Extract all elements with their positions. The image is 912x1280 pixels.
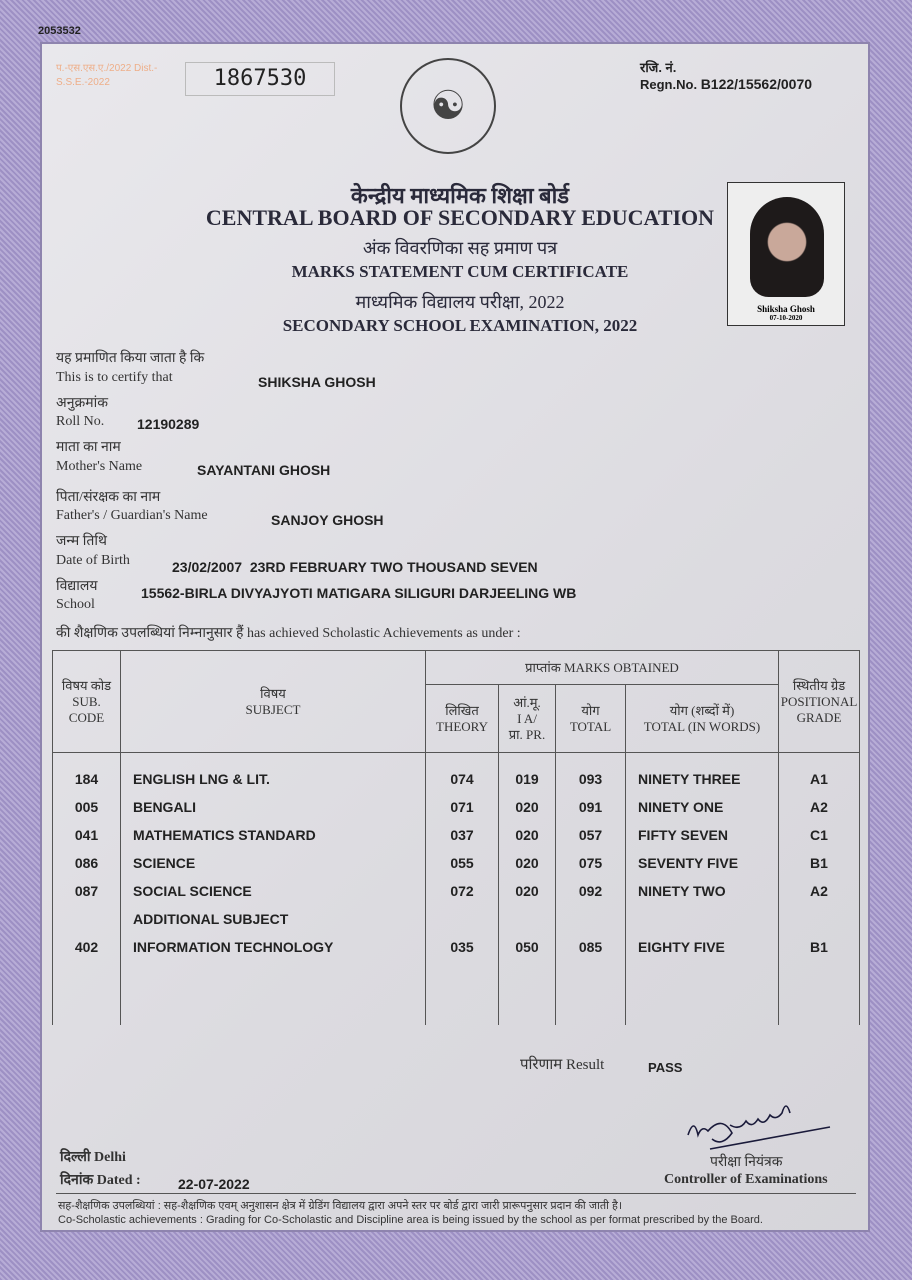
student-name: SHIKSHA GHOSH bbox=[258, 374, 376, 390]
header-theory: लिखित THEORY bbox=[426, 685, 499, 753]
school-label-hindi: विद्यालय bbox=[56, 579, 98, 594]
row-grade: A1 bbox=[810, 771, 828, 787]
col-theory bbox=[426, 753, 499, 1026]
row-total: 085 bbox=[578, 939, 603, 955]
row-code: 005 bbox=[74, 799, 99, 815]
col-ia bbox=[499, 753, 556, 1026]
serial-number: 2053532 bbox=[38, 25, 81, 37]
photo-caption: Shiksha Ghosh bbox=[757, 304, 815, 314]
document-title: MARKS STATEMENT CUM CERTIFICATE bbox=[291, 262, 629, 281]
footnote-hindi: सह-शैक्षणिक उपलब्धियां : सह-शैक्षणिक एवम् अनुशासन क्षेत्र में ग्रेडिंग विद्यालय द्वारा अपने स्तर पर बोर्ड द्वारा जारी प्रारूपनुसार प्रदान की जाती है। bbox=[58, 1200, 623, 1212]
row-code: 184 bbox=[74, 771, 99, 787]
certify-label: This is to certify that bbox=[56, 370, 173, 385]
row-ia: 019 bbox=[515, 771, 539, 787]
row-ia: 020 bbox=[515, 883, 539, 899]
row-words: NINETY ONE bbox=[638, 799, 724, 815]
dob-label-hindi: जन्म तिथि bbox=[56, 534, 107, 549]
father-label-hindi: पिता/संरक्षक का नाम bbox=[56, 490, 161, 505]
stamp-text: प.-एस.एस.ए./2022 Dist.- S.S.E.-2022 bbox=[56, 63, 158, 88]
row-words: NINETY THREE bbox=[638, 771, 741, 787]
col-words bbox=[626, 753, 779, 1026]
row-words: FIFTY SEVEN bbox=[638, 827, 728, 843]
roll-label: Roll No. bbox=[56, 414, 105, 429]
row-grade: B1 bbox=[810, 855, 828, 871]
father-name: SANJOY GHOSH bbox=[271, 512, 384, 528]
board-name: CENTRAL BOARD OF SECONDARY EDUCATION bbox=[205, 205, 715, 230]
row-theory: 035 bbox=[450, 939, 474, 955]
row-subject: MATHEMATICS STANDARD bbox=[133, 827, 316, 843]
row-ia: 050 bbox=[515, 939, 539, 955]
photo-portrait bbox=[750, 197, 824, 297]
row-ia: 020 bbox=[515, 855, 539, 871]
row-subject: BENGALI bbox=[133, 799, 196, 815]
additional-subject-label: ADDITIONAL SUBJECT bbox=[133, 911, 289, 927]
student-photo bbox=[727, 182, 845, 326]
row-code: 041 bbox=[74, 827, 99, 843]
header-total-words: योग (शब्दों में) TOTAL (IN WORDS) bbox=[626, 685, 779, 753]
board-name-hindi: केन्द्रीय माध्यमिक शिक्षा बोर्ड bbox=[350, 183, 570, 208]
header-marks-obtained: प्राप्तांक MARKS OBTAINED bbox=[426, 651, 779, 685]
row-theory: 074 bbox=[450, 771, 474, 787]
controller-title: Controller of Examinations bbox=[664, 1172, 828, 1187]
row-code: 086 bbox=[74, 855, 99, 871]
row-theory: 055 bbox=[450, 855, 474, 871]
header-total: योग TOTAL bbox=[556, 685, 626, 753]
dob-label: Date of Birth bbox=[56, 553, 130, 568]
row-total: 057 bbox=[578, 827, 603, 843]
row-subject: ENGLISH LNG & LIT. bbox=[133, 771, 270, 787]
mother-label-hindi: माता का नाम bbox=[56, 440, 121, 455]
row-subject: SOCIAL SCIENCE bbox=[133, 883, 252, 899]
row-theory: 037 bbox=[450, 827, 474, 843]
row-grade: B1 bbox=[810, 939, 828, 955]
father-label: Father's / Guardian's Name bbox=[56, 508, 208, 523]
col-codes bbox=[53, 753, 121, 1026]
row-ia: 020 bbox=[515, 799, 539, 815]
row-words: SEVENTY FIVE bbox=[638, 855, 739, 871]
row-words: NINETY TWO bbox=[638, 883, 726, 899]
row-grade: A2 bbox=[810, 883, 828, 899]
dated-value: 22-07-2022 bbox=[178, 1176, 250, 1192]
certificate-number: 1867530 bbox=[185, 62, 335, 96]
header-ia-pr: आं.मू. I A/ प्रा. PR. bbox=[499, 685, 556, 753]
header-grade: स्थितीय ग्रेड POSITIONAL GRADE bbox=[779, 651, 860, 753]
row-code: 087 bbox=[74, 883, 99, 899]
controller-signature bbox=[680, 1105, 840, 1155]
regn-hindi: रजि. नं. bbox=[640, 60, 677, 75]
row-total: 075 bbox=[578, 855, 603, 871]
mother-name: SAYANTANI GHOSH bbox=[197, 462, 331, 478]
row-subject: SCIENCE bbox=[133, 855, 196, 871]
col-grade bbox=[779, 753, 860, 1026]
row-total: 092 bbox=[578, 883, 603, 899]
row-words: EIGHTY FIVE bbox=[638, 939, 725, 955]
certify-label-hindi: यह प्रमाणित किया जाता है कि bbox=[56, 351, 205, 366]
achievements-intro: की शैक्षणिक उपलब्धियां निम्नानुसार हैं has achieved Scholastic Achievements as under : bbox=[56, 626, 521, 641]
school-name: 15562-BIRLA DIVYAJYOTI MATIGARA SILIGURI DARJEELING WB bbox=[141, 585, 577, 601]
col-subjects bbox=[121, 753, 426, 1026]
regn-label: Regn.No. bbox=[640, 77, 698, 92]
school-label: School bbox=[56, 597, 95, 612]
date-of-birth: 23/02/2007 23RD FEBRUARY TWO THOUSAND SEVEN bbox=[172, 559, 538, 575]
row-total: 091 bbox=[578, 799, 603, 815]
header-sub-code: विषय कोड SUB. CODE bbox=[53, 651, 121, 753]
result-value: PASS bbox=[648, 1060, 683, 1075]
row-grade: A2 bbox=[810, 799, 828, 815]
controller-title-hindi: परीक्षा नियंत्रक bbox=[710, 1155, 783, 1170]
exam-title-hindi: माध्यमिक विद्यालय परीक्षा, 2022 bbox=[355, 292, 565, 312]
result-label: परिणाम Result bbox=[520, 1057, 605, 1073]
registration-number bbox=[640, 60, 812, 93]
cbse-emblem-icon: ☯ bbox=[400, 58, 496, 154]
mother-label: Mother's Name bbox=[56, 459, 143, 474]
photo-date: 07-10-2020 bbox=[769, 314, 803, 322]
exam-title: SECONDARY SCHOOL EXAMINATION, 2022 bbox=[282, 316, 638, 335]
roll-number: 12190289 bbox=[137, 416, 200, 432]
row-theory: 072 bbox=[450, 883, 474, 899]
row-ia: 020 bbox=[515, 827, 539, 843]
row-code: 402 bbox=[74, 939, 99, 955]
row-total: 093 bbox=[578, 771, 603, 787]
place: दिल्ली Delhi bbox=[60, 1150, 126, 1165]
col-total bbox=[556, 753, 626, 1026]
row-theory: 071 bbox=[450, 799, 474, 815]
regn-value: B122/15562/0070 bbox=[700, 76, 813, 92]
document-title-hindi: अंक विवरणिका सह प्रमाण पत्र bbox=[362, 238, 558, 258]
header-subject: विषय SUBJECT bbox=[121, 651, 426, 753]
marks-table bbox=[52, 650, 860, 1025]
footnote: Co-Scholastic achievements : Grading for Co-Scholastic and Discipline area is being issued by the school as per format prescribed by the Board. bbox=[58, 1214, 763, 1226]
roll-label-hindi: अनुक्रमांक bbox=[56, 396, 108, 411]
dated-label: दिनांक Dated : bbox=[60, 1173, 141, 1188]
row-grade: C1 bbox=[810, 827, 828, 843]
row-subject: INFORMATION TECHNOLOGY bbox=[133, 939, 334, 955]
